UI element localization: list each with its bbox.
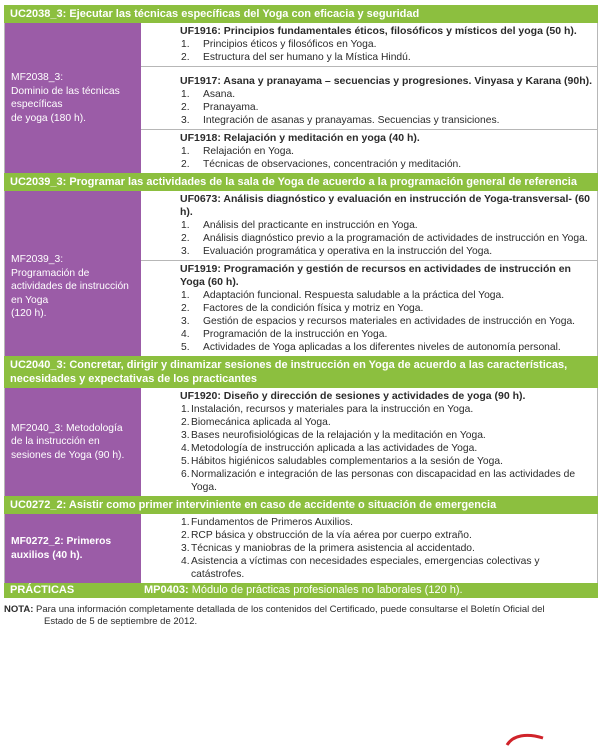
list-item: 1. Relajación en Yoga.	[181, 146, 295, 157]
module-mf0272-label: MF0272_2: Primeros auxilios (40 h).	[11, 536, 112, 561]
practicas-label: PRÁCTICAS	[10, 584, 75, 596]
units-mf2038	[141, 23, 597, 173]
list-item: 3. Bases neurofisiológicas de la relajación y la meditación en Yoga.	[181, 430, 486, 441]
list-item: 1. Asana.	[181, 89, 236, 100]
decorative-swoosh-icon	[505, 733, 545, 746]
unit-uf1918	[141, 130, 597, 173]
practicas-row	[4, 583, 598, 598]
uc2038-header: UC2038_3: Ejecutar las técnicas específicas del Yoga con eficacia y seguridad	[4, 5, 598, 23]
unit-uf1920	[141, 388, 597, 496]
note-text: Para una información completamente detallada de los contenidos del Certificado, puede consultarse el Boletín Oficial del	[36, 604, 545, 615]
units-mf2039	[141, 191, 597, 356]
list-item: 2. Estructura del ser humano y la Mística Hindú.	[181, 52, 411, 63]
footnote	[4, 604, 598, 628]
unit-uf0673	[141, 191, 597, 261]
list-item: 1. Instalación, recursos y materiales para la instrucción en Yoga.	[181, 404, 474, 415]
uc2040-header: UC2040_3: Concretar, dirigir y dinamizar sesiones de instrucción en Yoga de acuerdo a las características, necesidades y expectativas de los practicantes	[4, 356, 598, 388]
uc2038-block	[4, 23, 598, 173]
units-mf2040	[141, 388, 597, 496]
list-item: 3. Integración de asanas y pranayamas. Secuencias y transiciones.	[181, 115, 500, 126]
unit-uf1917	[141, 67, 597, 130]
module-mf2040	[5, 388, 141, 496]
list-item: 5. Actividades de Yoga aplicadas a los diferentes niveles de autonomía personal.	[181, 342, 561, 353]
module-mf2038-label: MF2038_3: Dominio de las técnicas específicas de yoga (180 h).	[11, 72, 120, 124]
units-mf0272	[141, 514, 597, 583]
unit-uf1916	[141, 23, 597, 67]
practicas-code: MP0403:	[144, 584, 189, 596]
uc0272-header: UC0272_2: Asistir como primer interviniente en caso de accidente o situación de emergencia	[4, 496, 598, 514]
module-mf2039	[5, 191, 141, 356]
unit-title: UF1917: Asana y pranayama – secuencias y progresiones. Vinyasa y Karana (90h).	[180, 75, 593, 87]
uc2040-block	[4, 388, 598, 496]
list-item: 6. Normalización e integración de las personas con discapacidad en las actividades de Yoga.	[181, 469, 576, 493]
module-mf2038	[5, 23, 141, 173]
list-item: 1. Fundamentos de Primeros Auxilios.	[181, 517, 353, 528]
list-item: 1. Análisis del practicante en instrucción en Yoga.	[181, 220, 418, 231]
unit-title: UF1920: Diseño y dirección de sesiones y actividades de yoga (90 h).	[180, 390, 526, 402]
module-mf0272	[5, 514, 141, 583]
list-item: 2. Pranayama.	[181, 102, 259, 113]
list-item: 1. Adaptación funcional. Respuesta saludable a la práctica del Yoga.	[181, 290, 505, 301]
list-item: 4. Metodología de instrucción aplicada a las actividades de Yoga.	[181, 443, 478, 454]
list-item: 2. Análisis diagnóstico previo a la programación de actividades de instrucción en Yoga.	[181, 233, 588, 244]
list-item: 2. Factores de la condición física y motriz en Yoga.	[181, 303, 424, 314]
unit-title: UF0673: Análisis diagnóstico y evaluación en instrucción de Yoga-transversal- (60 h).	[180, 193, 591, 218]
uc2039-header: UC2039_3: Programar las actividades de la sala de Yoga de acuerdo a la programación general de referencia	[4, 173, 598, 191]
list-item: 2. Técnicas de observaciones, concentración y meditación.	[181, 159, 462, 170]
unit-mf0272-contents	[141, 514, 597, 583]
list-item: 1. Principios éticos y filosóficos en Yoga.	[181, 39, 377, 50]
practicas-text: Módulo de prácticas profesionales no laborales (120 h).	[191, 584, 463, 596]
note-label: NOTA:	[4, 604, 34, 615]
list-item: 4. Programación de la instrucción en Yoga.	[181, 329, 388, 340]
certificate-content-table	[4, 5, 598, 628]
list-item: 2. Biomecánica aplicada al Yoga.	[181, 417, 331, 428]
module-mf2039-label: MF2039_3: Programación de actividades de instrucción en Yoga (120 h).	[11, 254, 129, 319]
list-item: 3. Gestión de espacios y recursos materiales en actividades de instrucción en Yoga.	[181, 316, 576, 327]
uc2039-block	[4, 191, 598, 356]
unit-title: UF1916: Principios fundamentales éticos, filosóficos y místicos del yoga (50 h).	[180, 25, 577, 37]
list-item: 4. Asistencia a víctimas con necesidades especiales, emergencias colectivas y catástrofes.	[181, 556, 540, 580]
list-item: 3. Evaluación programática y operativa en la instrucción del Yoga.	[181, 246, 493, 257]
unit-title: UF1919: Programación y gestión de recursos en actividades de instrucción en Yoga (60 h).	[180, 263, 571, 288]
unit-uf1919	[141, 261, 597, 356]
list-item: 3. Técnicas y maniobras de la primera asistencia al accidentado.	[181, 543, 475, 554]
list-item: 5. Hábitos higiénicos saludables complementarios a la sesión de Yoga.	[181, 456, 503, 467]
note-text-continued: Estado de 5 de septiembre de 2012.	[44, 616, 198, 627]
module-mf2040-label: MF2040_3: Metodología de la instrucción en sesiones de Yoga (90 h).	[11, 422, 125, 461]
practicas-value	[140, 583, 463, 598]
unit-title: UF1918: Relajación y meditación en yoga (40 h).	[180, 132, 420, 144]
uc0272-block	[4, 514, 598, 583]
list-item: 2. RCP básica y obstrucción de la vía aérea por cuerpo extraño.	[181, 530, 472, 541]
